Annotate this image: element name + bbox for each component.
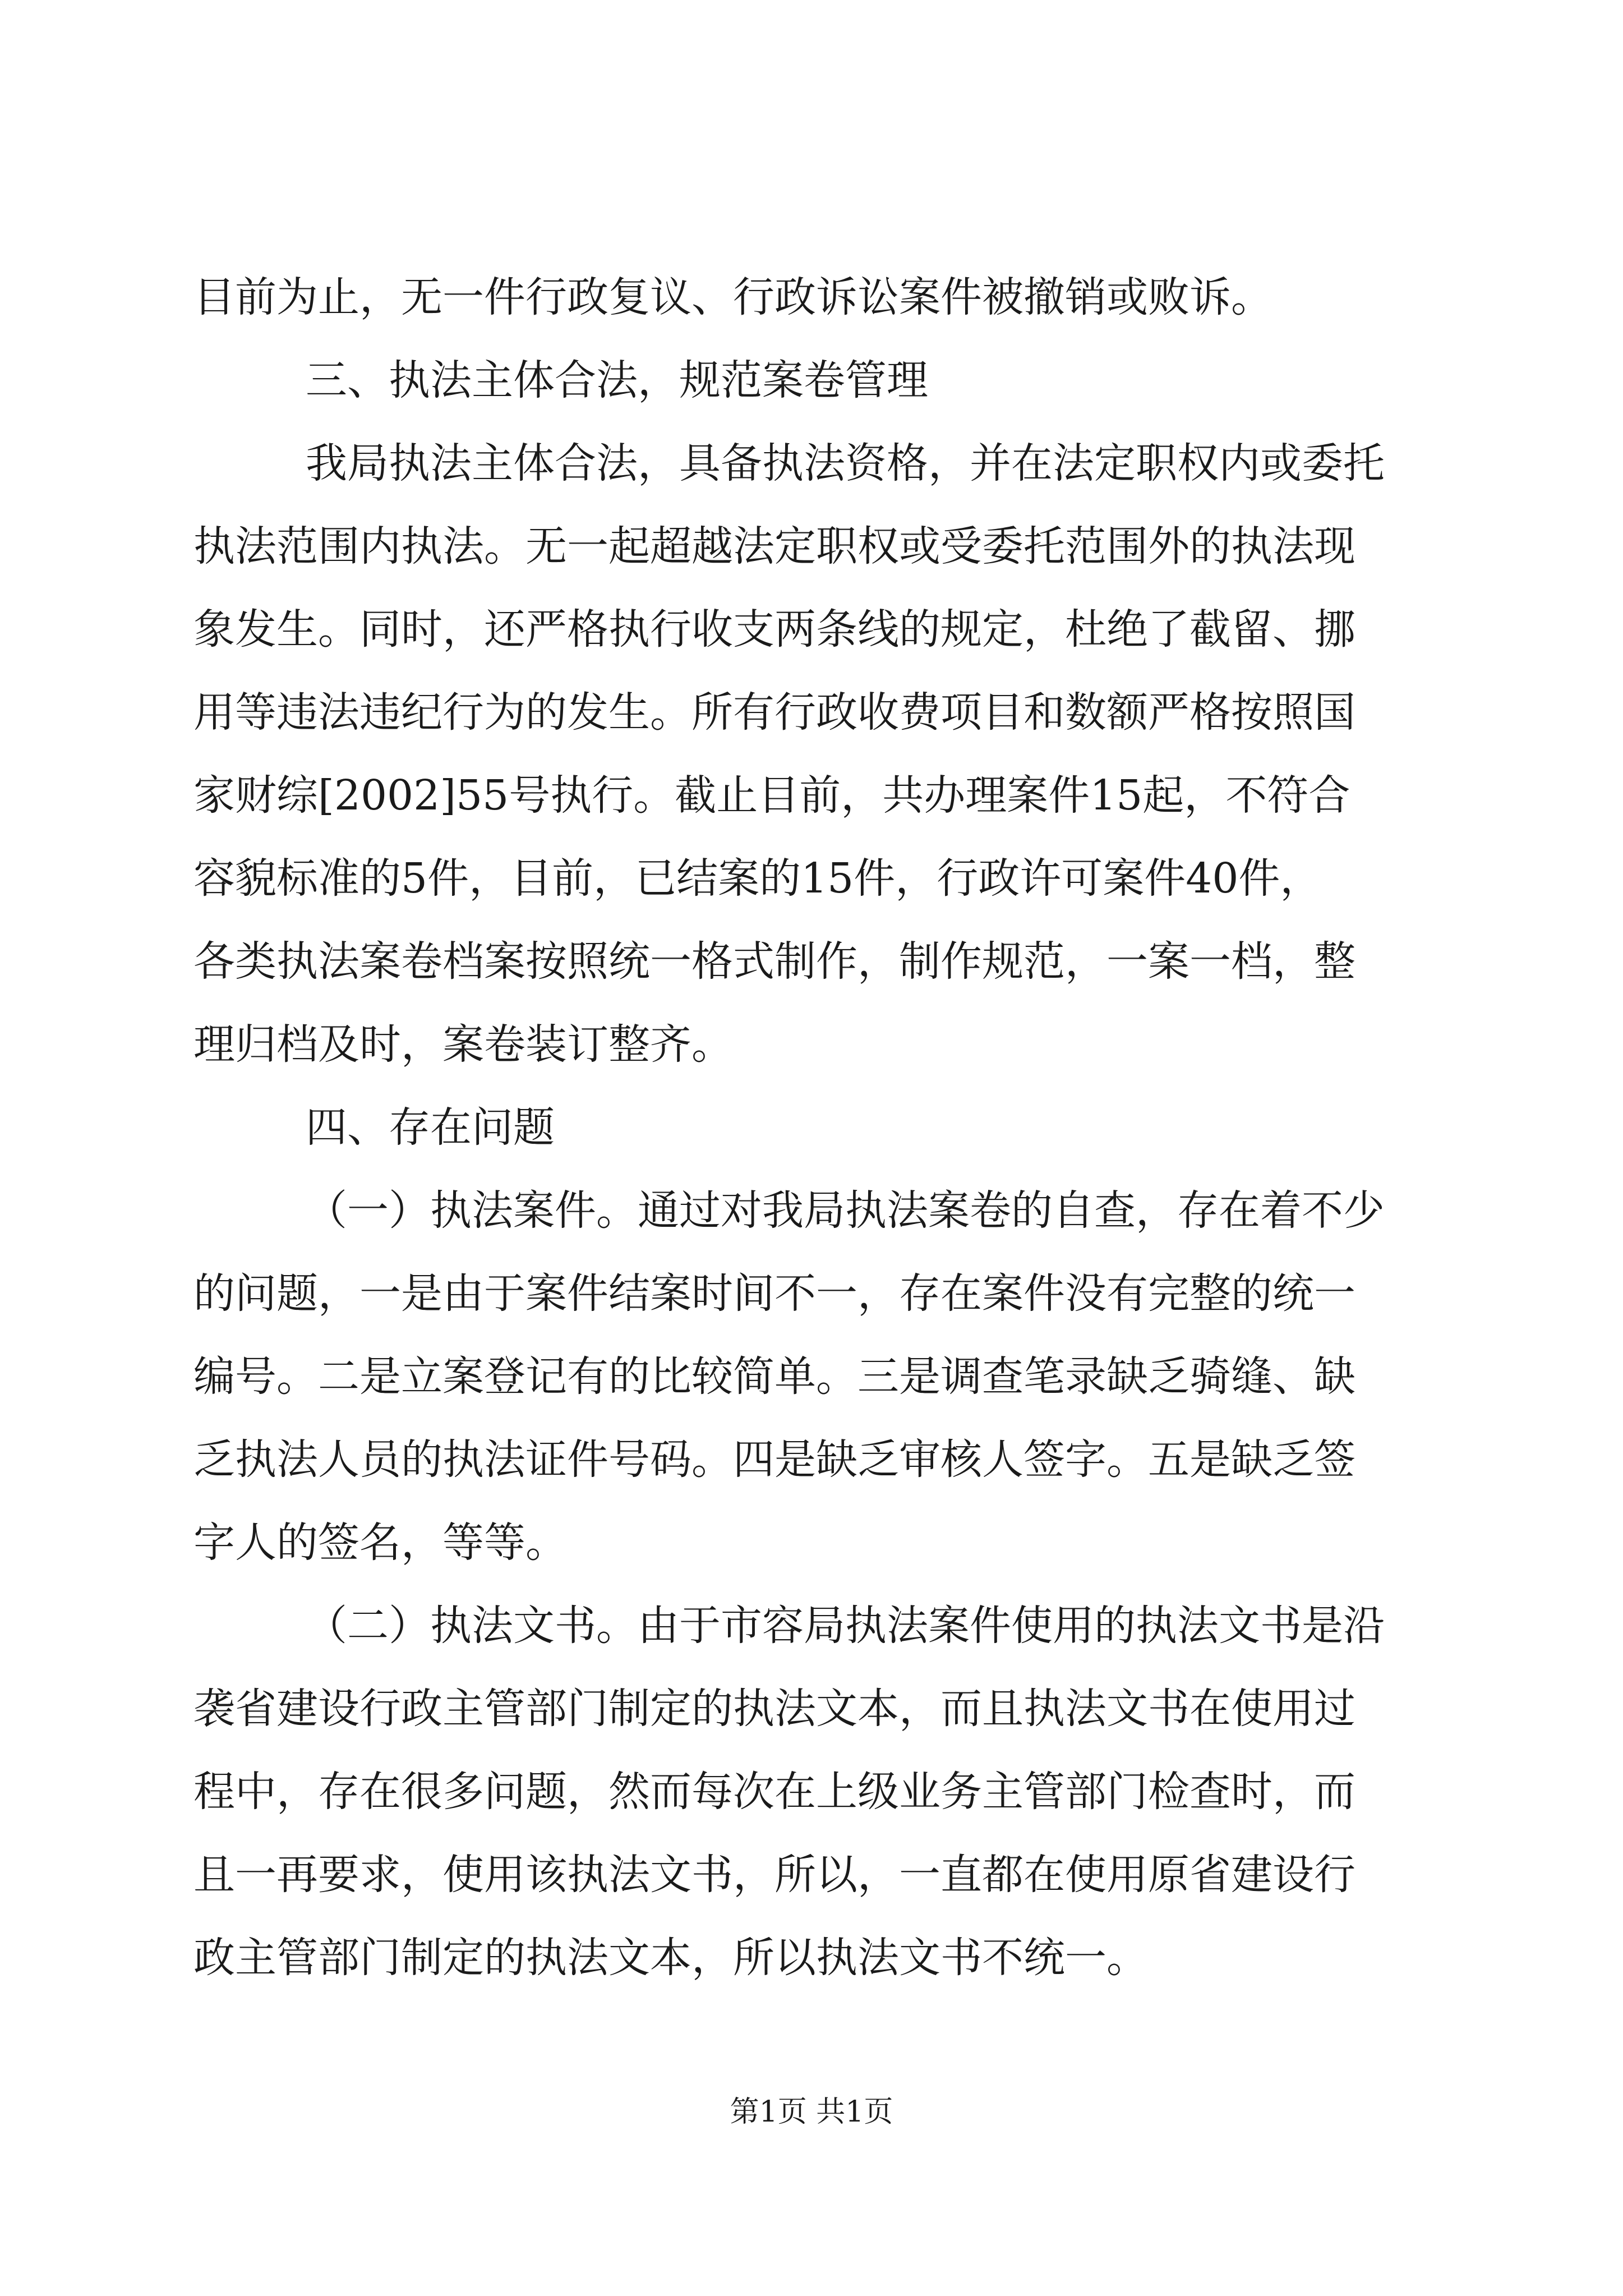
text-line: （二）执法文书。由于市容局执法案件使用的执法文书是沿 [306,1602,1385,1650]
text-line: 字人的签名，等等。 [193,1519,567,1567]
text-line: 且一再要求，使用该执法文书，所以，一直都在使用原省建设行 [193,1851,1355,1899]
text-line: 理归档及时，案卷装订整齐。 [193,1020,733,1069]
text-line: 家财综[2002]55号执行。截止目前，共办理案件15起，不符合 [193,771,1350,820]
text-line: 程中，存在很多问题，然而每次在上级业务主管部门检查时，而 [193,1768,1355,1816]
section-heading: 四、存在问题 [306,1103,555,1152]
text-line: 象发生。同时，还严格执行收支两条线的规定，杜绝了截留、挪 [193,605,1355,654]
text-line: 政主管部门制定的执法文本，所以执法文书不统一。 [193,1934,1148,1982]
text-line: 我局执法主体合法，具备执法资格，并在法定职权内或委托 [306,439,1385,487]
section-heading: 三、执法主体合法，规范案卷管理 [306,356,928,404]
text-line: 目前为止，无一件行政复议、行政诉讼案件被撤销或败诉。 [193,273,1272,321]
text-line: 乏执法人员的执法证件号码。四是缺乏审核人签字。五是缺乏签 [193,1435,1355,1484]
text-line: 袭省建设行政主管部门制定的执法文本，而且执法文书在使用过 [193,1685,1355,1733]
text-line: 的问题，一是由于案件结案时间不一，存在案件没有完整的统一 [193,1269,1355,1318]
text-line: 执法范围内执法。无一起超越法定职权或受委托范围外的执法现 [193,522,1355,570]
page-number-footer: 第1页 共1页 [730,2095,893,2129]
text-line: 编号。二是立案登记有的比较简单。三是调查笔录缺乏骑缝、缺 [193,1352,1355,1401]
text-line: 各类执法案卷档案按照统一格式制作，制作规范，一案一档，整 [193,937,1355,986]
text-line: 用等违法违纪行为的发生。所有行政收费项目和数额严格按照国 [193,688,1355,737]
text-line: （一）执法案件。通过对我局执法案卷的自查，存在着不少 [306,1186,1385,1235]
text-line: 容貌标准的5件，目前，已结案的15件，行政许可案件40件， [193,854,1322,903]
